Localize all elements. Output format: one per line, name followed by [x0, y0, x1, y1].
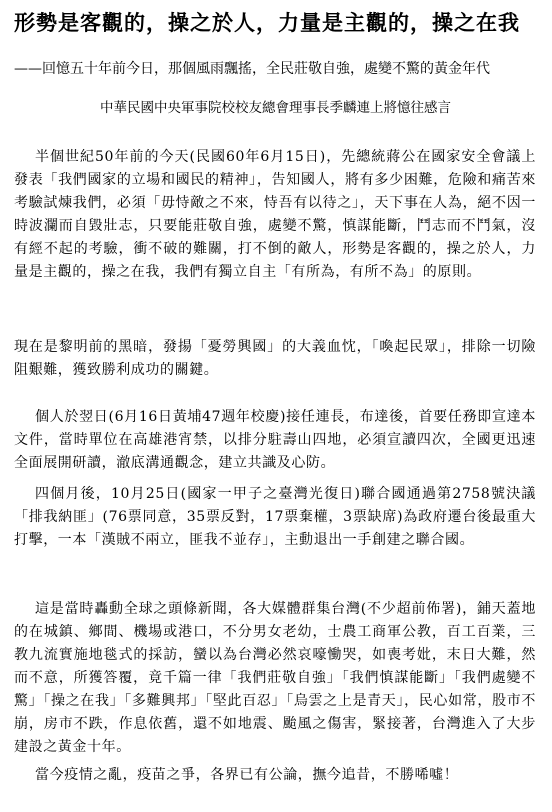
paragraph-2: 現在是黎明前的黑暗，發揚「憂勞興國」的大義血忱，「喚起民眾」，排除一切險阻艱難，獲致勝利成功的關鍵。	[14, 339, 536, 378]
paragraph-4: 四個月後，10月25日(國家一甲子之臺灣光復日)聯合國通過第2758號決議「排我納匪」(76票同意，35票反對，17票棄權，3票缺席)為政府遷台後最重大打擊，一本「漢賊不兩立，匪我不並存」，主動退出一手創建之聯合國。	[14, 486, 536, 548]
paragraph-1: 半個世紀50年前的今天(民國60年6月15日)，先總統蔣公在國家安全會議上發表「我們國家的立場和國民的精神」，告知國人，將有多少困難，危險和痛苦來考驗試煉我們，必須「毋恃敵之不來，恃吾有以待之」，天下事在人為，絕不因一時波瀾而自毀壯志，只要能莊敬自強，處變不驚，慎謀能斷，鬥志而不鬥氣，沒有經不起的考驗，衝不破的難關，打不倒的敵人，形勢是客觀的，操之於人，力量是主觀的，操之在我，我們有獨立自主「有所為，有所不為」的原則。	[14, 149, 536, 280]
paragraph-3: 個人於翌日(6月16日黃埔47週年校慶)接任連長，布達後，首要任務即宣達本文件，當時單位在高雄港宵禁，以排分駐壽山四地，必須宣讀四次，全國更迅速全面展開研讀，澈底溝通觀念，建立共識及心防。	[14, 409, 536, 471]
article-byline: 中華民國中央軍事院校校友總會理事長季麟連上將憶往感言	[100, 100, 451, 116]
paragraph-5: 這是當時轟動全球之頭條新聞，各大媒體群集台灣(不少超前佈署)，鋪天蓋地的在城鎮、鄉間、機場或港口，不分男女老幼，士農工商軍公教，百工百業，三教九流實施地毯式的採訪，蠻以為台灣必然哀嚎慟哭，如喪考妣，末日大難，然而不意，所獲答覆，竟千篇一律「我們莊敬自強」「我們慎謀能斷」「我們處變不驚」「操之在我」「多難興邦」「堅此百忍」「烏雲之上是青天」，民心如常，股市不崩，房市不跌，作息依舊，還不如地震、颱風之傷害，緊接著，台灣進入了大步建設之黃金十年。	[14, 601, 536, 755]
paragraph-6: 當今疫情之亂，疫苗之爭，各界已有公論，撫今追昔，不勝唏噓！	[35, 767, 459, 783]
article-title: 形勢是客觀的，操之於人，力量是主觀的，操之在我	[14, 10, 520, 35]
article-subtitle: ——回憶五十年前今日，那個風雨飄搖，全民莊敬自強，處變不驚的黃金年代	[14, 61, 490, 77]
